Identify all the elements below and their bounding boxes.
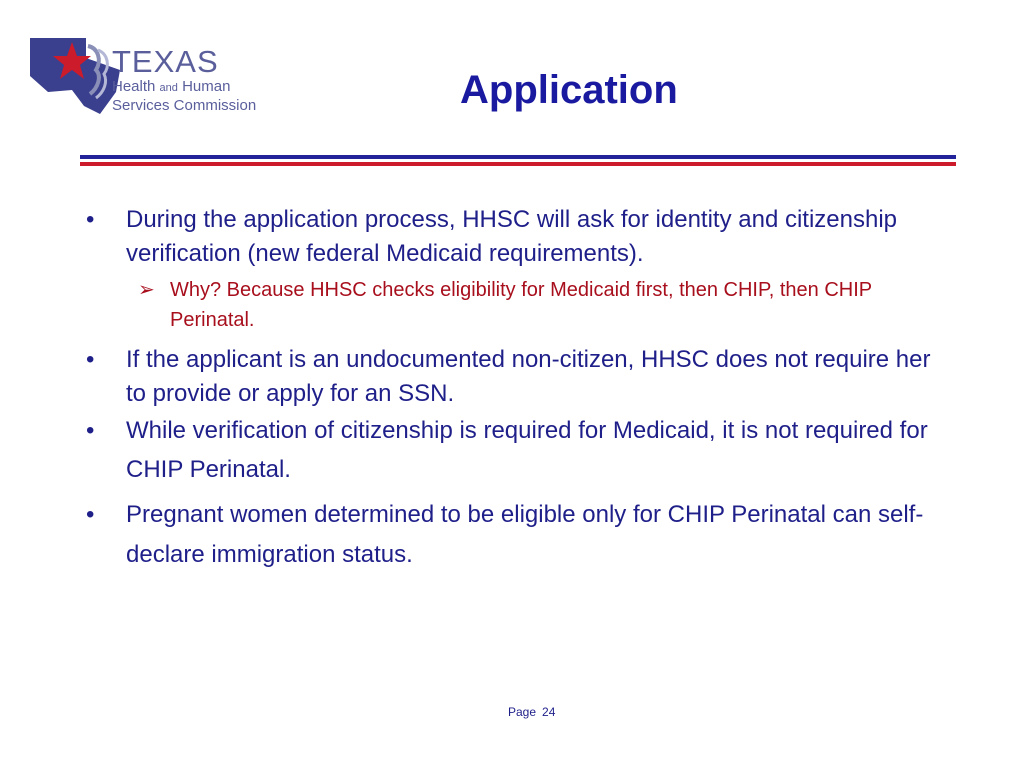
arrow-bullet-icon: ➢ xyxy=(138,279,155,301)
logo-subtitle xyxy=(112,78,256,114)
logo-human: Human xyxy=(182,78,231,95)
divider-red xyxy=(80,162,956,166)
bullet-item xyxy=(86,343,956,411)
page-footer xyxy=(508,705,561,719)
bullet-icon: • xyxy=(86,501,95,528)
bullet-icon: • xyxy=(86,206,95,233)
sub-bullet-item xyxy=(86,275,956,335)
bullet-text: Pregnant women determined to be eligible only for CHIP Perinatal can self-declare immigration status. xyxy=(126,501,924,568)
bullet-text: If the applicant is an undocumented non-citizen, HHSC does not require her to provide or apply for an SSN. xyxy=(126,346,931,407)
bullet-icon: • xyxy=(86,346,95,373)
page-number: 24 xyxy=(542,705,556,719)
logo-health: Health xyxy=(112,78,156,95)
bullet-text: While verification of citizenship is required for Medicaid, it is not required for CHIP Perinatal. xyxy=(126,417,928,483)
logo-commission: Services Commission xyxy=(112,97,257,114)
slide-content xyxy=(86,203,956,575)
page-title: Application xyxy=(460,68,678,112)
bullet-item xyxy=(86,411,956,489)
bullet-icon: • xyxy=(86,417,95,444)
bullet-text: During the application process, HHSC will ask for identity and citizenship verification (new federal Medicaid requirements). xyxy=(126,206,898,267)
sub-bullet-text: Why? Because HHSC checks eligibility for Medicaid first, then CHIP, then CHIP Perinatal. xyxy=(170,279,872,331)
bullet-item xyxy=(86,203,956,271)
logo-and: and xyxy=(159,82,178,94)
divider-blue xyxy=(80,155,956,159)
page-label: Page xyxy=(508,705,537,719)
logo-title: TEXAS xyxy=(112,44,219,79)
bullet-item xyxy=(86,495,956,575)
